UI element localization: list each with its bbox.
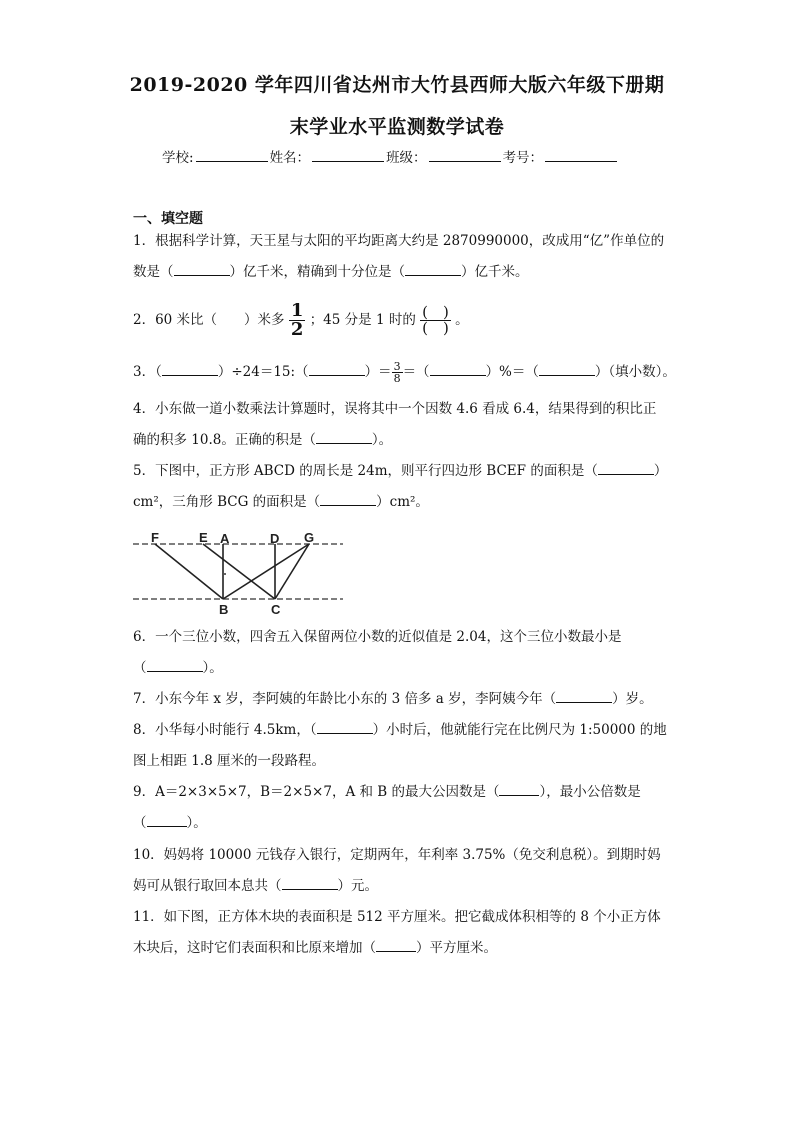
geometry-figure <box>131 528 346 616</box>
question-6-line-2 <box>133 653 673 684</box>
q3-answer-blank-1[interactable] <box>162 363 218 376</box>
q5-answer-blank-1[interactable] <box>598 462 654 475</box>
question-1-line-1: 1．根据科学计算，天王星与太阳的平均距离大约是 2870990000，改成用“亿”作单位的 <box>133 233 665 249</box>
label-C: C <box>271 602 281 616</box>
q5-text-b: ） <box>653 463 668 479</box>
q2-blank-denominator[interactable]: ( ) <box>422 319 449 337</box>
question-11-line-2 <box>133 933 673 964</box>
q3-text-c: ）＝ <box>364 364 392 380</box>
q8-text-b: ）小时后，他就能行完在比例尺为 1:50000 的地 <box>372 722 667 738</box>
q7-text-b: ）岁。 <box>612 691 653 707</box>
q5-answer-blank-2[interactable] <box>320 493 376 506</box>
q9-answer-blank-1[interactable] <box>499 783 539 796</box>
school-label: 学校: <box>162 150 194 166</box>
q8-answer-blank[interactable] <box>317 721 373 734</box>
q5-text-c: cm²，三角形 BCG 的面积是（ <box>133 494 321 510</box>
q1-answer-blank-2[interactable] <box>405 263 461 276</box>
label-G: G <box>304 530 315 545</box>
q10-text-b: ）元。 <box>337 878 378 894</box>
exam-title-line-1: 2019-2020 学年四川省达州市大竹县西师大版六年级下册期 <box>129 74 665 96</box>
question-5-line-2 <box>133 487 673 518</box>
q1-text-a: 数是（ <box>133 264 174 280</box>
question-2 <box>133 302 673 339</box>
segment-CG <box>275 544 309 599</box>
segment-BG <box>223 544 309 599</box>
q3-answer-blank-2[interactable] <box>309 363 365 376</box>
question-8 <box>133 715 673 777</box>
label-B: B <box>219 602 229 616</box>
q2-text-c: 。 <box>455 312 469 328</box>
q2-half-numerator: 1 <box>290 300 304 321</box>
label-D: D <box>270 531 280 546</box>
q10-text-a: 妈可从银行取回本息共（ <box>133 878 282 894</box>
label-E: E <box>199 530 208 545</box>
question-6 <box>133 622 673 684</box>
question-6-line-1: 6．一个三位小数，四舍五入保留两位小数的近似值是 2.04，这个三位小数最小是 <box>133 629 622 645</box>
question-5 <box>133 456 673 518</box>
q10-answer-blank[interactable] <box>282 877 338 890</box>
student-info-row <box>162 146 619 166</box>
q11-answer-blank[interactable] <box>376 939 416 952</box>
q3-text-a: 3．（ <box>133 364 162 380</box>
q4-answer-blank[interactable] <box>316 431 372 444</box>
name-label: 姓名： <box>269 150 311 166</box>
question-1 <box>133 226 673 288</box>
q8-text-a: 8．小华每小时能行 4.5km，（ <box>133 722 317 738</box>
question-3 <box>133 357 693 388</box>
q3-answer-blank-4[interactable] <box>539 363 595 376</box>
q5-text-a: 5．下图中，正方形 ABCD 的周长是 24m，则平行四边形 BCEF 的面积是（ <box>133 463 598 479</box>
q9-answer-blank-2[interactable] <box>147 814 187 827</box>
school-blank[interactable] <box>196 148 268 162</box>
q11-text-b: ）平方厘米。 <box>416 940 497 956</box>
q2-fraction-half <box>289 302 306 339</box>
exam-title-line-2: 末学业水平监测数学试卷 <box>289 116 505 138</box>
q2-text-b: ；45 分是 1 时的 <box>309 312 416 328</box>
q7-answer-blank[interactable] <box>556 690 612 703</box>
q1-text-b: ）亿千米，精确到十分位是（ <box>229 264 405 280</box>
q7-text-a: 7．小东今年 x 岁，李阿姨的年龄比小东的 3 倍多 a 岁，李阿姨今年（ <box>133 691 557 707</box>
q6-text-a: （ <box>133 660 147 676</box>
q1-answer-blank-1[interactable] <box>174 263 230 276</box>
question-10 <box>133 840 673 902</box>
question-4 <box>133 394 673 456</box>
label-A: A <box>220 531 230 546</box>
q2-fraction-blank[interactable] <box>420 305 451 336</box>
q1-text-c: ）亿千米。 <box>461 264 529 280</box>
q6-text-b: ）。 <box>202 660 223 676</box>
q3-text-f: ）（填小数）。 <box>594 364 676 380</box>
exam-number-label: 考号： <box>502 150 544 166</box>
q3-text-d: ＝（ <box>402 364 430 380</box>
figure-dot <box>224 573 226 575</box>
q11-text-a: 木块后，这时它们表面积和比原来增加（ <box>133 940 376 956</box>
q9-text-d: ）。 <box>186 815 207 831</box>
class-label: 班级： <box>386 150 427 166</box>
question-10-line-2 <box>133 871 673 902</box>
question-5-line-1 <box>133 456 673 487</box>
q9-text-c: （ <box>133 815 147 831</box>
q2-blank-numerator[interactable]: ( ) <box>422 303 449 321</box>
exam-number-blank[interactable] <box>545 148 617 162</box>
q3-text-e: ）%＝（ <box>485 364 539 380</box>
question-9 <box>133 777 673 839</box>
question-8-line-2: 图上相距 1.8 厘米的一段路程。 <box>133 753 326 769</box>
name-blank[interactable] <box>312 148 384 162</box>
class-blank[interactable] <box>429 148 501 162</box>
question-9-line-2 <box>133 808 673 839</box>
question-1-line-2 <box>133 257 673 288</box>
question-10-line-1: 10．妈妈将 10000 元钱存入银行，定期两年，年利率 3.75%（免交利息税）。到期时妈 <box>133 847 661 863</box>
question-8-line-1 <box>133 715 673 746</box>
q9-text-a: 9．A＝2×3×5×7，B＝2×5×7，A 和 B 的最大公因数是（ <box>133 784 500 800</box>
section-heading: 一、填空题 <box>133 211 203 227</box>
q3-text-b: ）÷24＝15:（ <box>217 364 309 380</box>
q3-answer-blank-3[interactable] <box>430 363 486 376</box>
question-4-line-1: 4．小东做一道小数乘法计算题时，误将其中一个因数 4.6 看成 6.4，结果得到的积比正 <box>133 401 657 417</box>
q9-text-b: ），最小公倍数是 <box>539 784 641 800</box>
q4-text-b: ）。 <box>371 432 393 448</box>
q3-fraction <box>392 361 403 384</box>
q2-half-denominator: 2 <box>290 319 304 340</box>
q3-denominator: 8 <box>393 372 401 385</box>
q3-numerator: 3 <box>393 360 401 373</box>
question-11-line-1: 11．如下图，正方体木块的表面积是 512 平方厘米。把它截成体积相等的 8 个小正方体 <box>133 909 661 925</box>
question-9-line-1 <box>133 777 673 808</box>
label-F: F <box>151 530 159 545</box>
question-7 <box>133 684 673 715</box>
q5-text-d: ）cm²。 <box>376 494 429 510</box>
q4-text-a: 确的积多 10.8。正确的积是（ <box>133 432 316 448</box>
q6-answer-blank[interactable] <box>147 659 203 672</box>
question-11 <box>133 902 673 964</box>
question-4-line-2 <box>133 425 673 456</box>
q2-text-a: 2．60 米比（ ）米多 <box>133 312 285 328</box>
